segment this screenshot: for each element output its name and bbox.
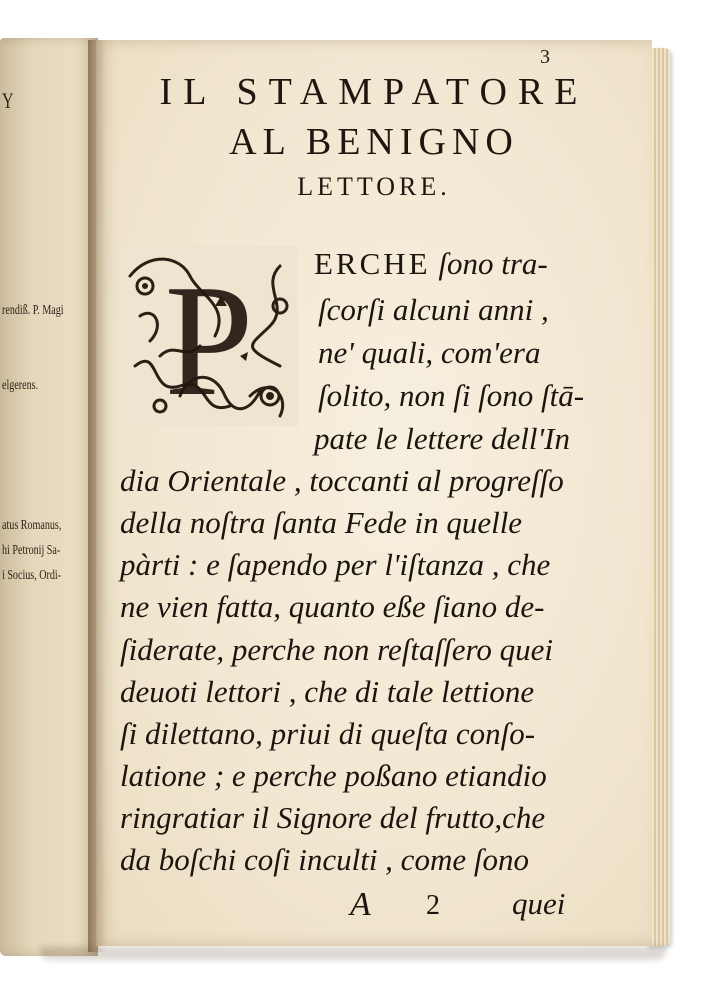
left-page-fragment: hi Petronij Sa- [2,543,61,558]
signature-number: 2 [426,890,440,921]
text-line: ſi dilettano, priui di queſta conſo- [120,716,536,751]
signature-mark: A [350,886,371,923]
initial-letter: P [164,251,254,426]
text-line: ne' quali, com'era [318,335,541,370]
text-line: ringratiar il Signore del frutto,che [120,800,546,835]
text-fragment: ſono tra- [438,246,548,281]
left-page [0,38,98,956]
text-line: ſolito, non ſi ſono ſtā- [318,378,585,413]
catchword: quei [512,886,566,921]
text-line: pàrti : e ſapendo per l'iſtanza , che [120,547,551,582]
left-page-fragment: Y [2,88,14,113]
left-page-fragment: rendiß. P. Magi [2,303,64,318]
page-number: 3 [540,46,550,68]
text-line: dia Orientale , toccanti al progreſſo [120,463,564,498]
left-page-fragment: elgerens. [2,378,39,393]
decorated-initial-icon [120,246,298,426]
text-line: ſiderate, perche non reſtaſſero quei [120,632,554,667]
text-line: ne vien fatta, quanto eße ſiano de- [120,589,545,624]
heading-lettore: LETTORE. [297,172,451,201]
heading-title: IL STAMPATORE [159,71,589,113]
text-line: latione ; e perche poßano etiandio [120,758,547,793]
left-page-fragment: i Socius, Ordi- [2,568,62,583]
opening-word: ERCHE [314,246,431,281]
text-line: della noſtra ſanta Fede in quelle [120,505,523,540]
text-line: da boſchi coſi inculti , come ſono [120,842,529,877]
book-shadow [40,946,666,960]
text-line: deuoti lettori , che di tale lettione [120,674,535,709]
text-line: ſcorſi alcuni anni , [318,292,549,327]
left-page-fragment: atus Romanus, [2,518,62,533]
heading-subtitle: AL BENIGNO [229,121,519,163]
text-line [314,246,548,282]
text-line: pate le lettere dell'In [314,421,570,456]
